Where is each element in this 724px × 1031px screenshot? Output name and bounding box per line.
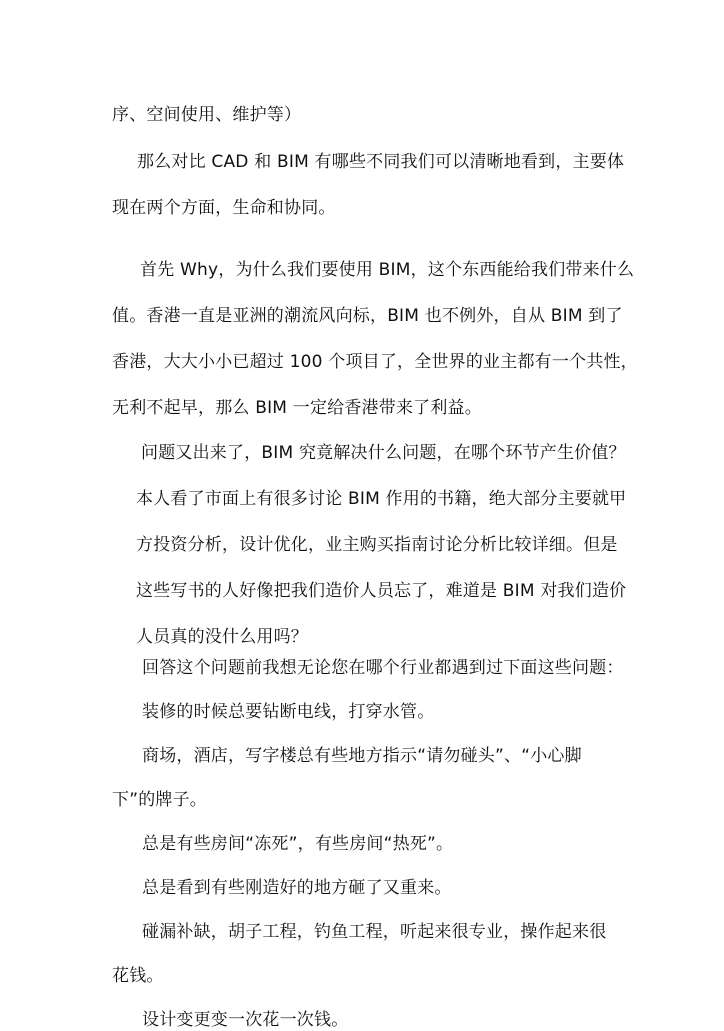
paragraph-line-9: 本人看了市面上有很多讨论 BIM 作用的书籍，绝大部分主要就甲 [136, 489, 627, 509]
paragraph-line-3: 现在两个方面，生命和协同。 [112, 198, 336, 218]
paragraph-line-6: 香港，大大小小已超过 100 个项目了，全世界的业主都有一个共性， [112, 352, 638, 372]
paragraph-line-16: 下”的牌子。 [112, 790, 208, 810]
paragraph-line-2: 那么对比 CAD 和 BIM 有哪些不同我们可以清晰地看到，主要体 [137, 152, 625, 172]
paragraph-line-18: 总是看到有些刚造好的地方砸了又重来。 [142, 878, 452, 898]
paragraph-line-12: 人员真的没什么用吗？ [136, 627, 308, 647]
paragraph-line-8: 问题又出来了，BIM 究竟解决什么问题，在哪个环节产生价值？ [141, 443, 626, 463]
paragraph-line-21: 设计变更变一次花一次钱。 [142, 1010, 349, 1030]
paragraph-line-5: 值。香港一直是亚洲的潮流风向标，BIM 也不例外，自从 BIM 到了 [112, 306, 623, 326]
paragraph-line-11: 这些写书的人好像把我们造价人员忘了，难道是 BIM 对我们造价 [136, 581, 627, 601]
paragraph-line-20: 花钱。 [112, 966, 164, 986]
paragraph-line-13: 回答这个问题前我想无论您在哪个行业都遇到过下面这些问题： [142, 658, 624, 678]
paragraph-line-7: 无利不起早，那么 BIM 一定给香港带来了利益。 [112, 398, 482, 418]
paragraph-line-14: 装修的时候总要钻断电线，打穿水管。 [142, 702, 435, 722]
paragraph-line-15: 商场，酒店，写字楼总有些地方指示“请勿碰头”、“小心脚 [142, 746, 582, 766]
paragraph-line-4: 首先 Why，为什么我们要使用 BIM，这个东西能给我们带来什么 [140, 260, 635, 280]
paragraph-line-10: 方投资分析，设计优化，业主购买指南讨论分析比较详细。但是 [136, 535, 618, 555]
paragraph-line-19: 碰漏补缺，胡子工程，钓鱼工程，听起来很专业，操作起来很 [142, 922, 607, 942]
paragraph-line-1: 序、空间使用、维护等） [112, 105, 302, 125]
paragraph-line-17: 总是有些房间“冻死”，有些房间“热死”。 [142, 834, 454, 854]
